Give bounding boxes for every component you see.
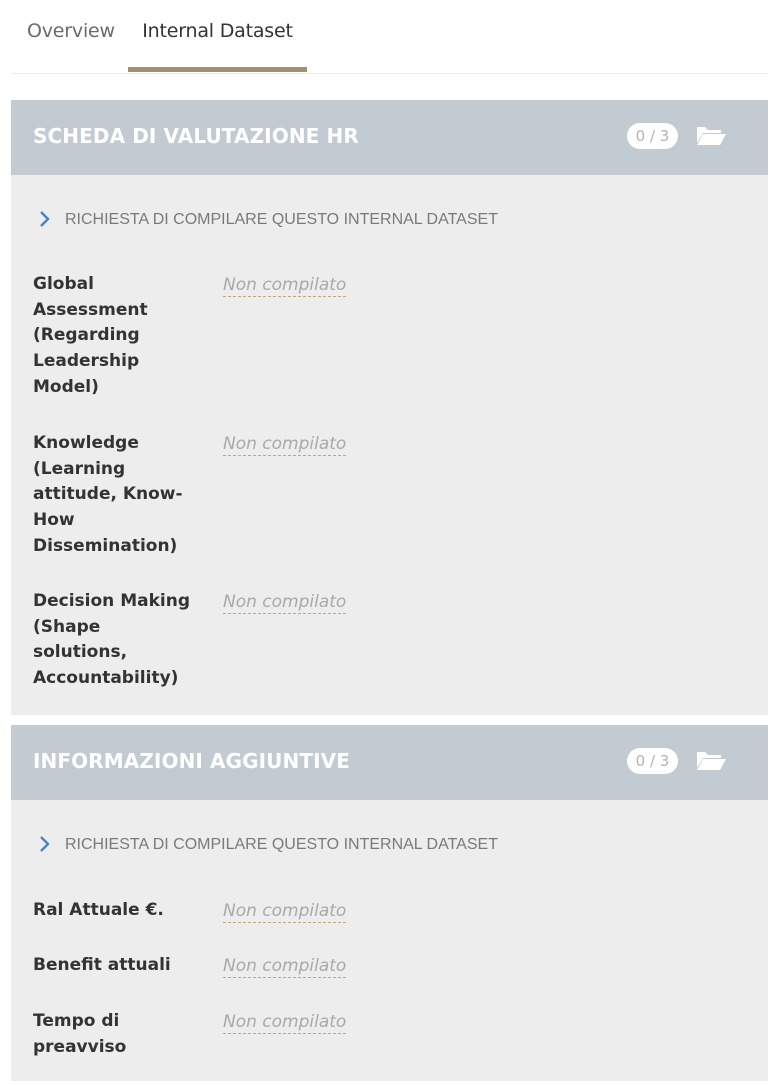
panel-header — [11, 725, 768, 800]
field-label-global-assessment: Global Assessment (Regarding Leadership Model) — [33, 274, 148, 397]
panel-title: INFORMAZIONI AGGIUNTIVE — [33, 749, 350, 773]
request-link-label: RICHIESTA DI COMPILARE QUESTO INTERNAL DATASET — [65, 211, 498, 228]
folder-open-icon[interactable] — [695, 748, 727, 774]
chevron-right-icon — [37, 835, 51, 853]
chevron-right-icon — [37, 210, 51, 228]
field-value-tempo-di-preavviso[interactable]: Non compilato — [223, 1012, 347, 1032]
field-value-benefit-attuali[interactable]: Non compilato — [223, 956, 347, 976]
request-link-label: RICHIESTA DI COMPILARE QUESTO INTERNAL DATASET — [65, 836, 498, 853]
tab-bar — [11, 0, 768, 74]
panel-informazioni-aggiuntive — [11, 725, 768, 1081]
field-label-ral-attuale: Ral Attuale €. — [33, 900, 164, 920]
folder-open-icon[interactable] — [695, 123, 727, 149]
field-label-decision-making: Decision Making (Shape solutions, Accountability) — [33, 591, 190, 689]
field-label-tempo-di-preavviso: Tempo di preavviso — [33, 1011, 127, 1057]
field-value-global-assessment[interactable]: Non compilato — [223, 275, 347, 295]
tab-overview[interactable]: Overview — [27, 20, 115, 42]
active-tab-indicator — [128, 67, 307, 72]
field-value-knowledge[interactable]: Non compilato — [223, 434, 347, 454]
completion-counter-badge: 0 / 3 — [627, 748, 678, 774]
field-label-benefit-attuali: Benefit attuali — [33, 955, 171, 975]
tab-internal-dataset[interactable]: Internal Dataset — [142, 20, 293, 42]
field-value-ral-attuale[interactable]: Non compilato — [223, 901, 347, 921]
panel-scheda-valutazione-hr — [11, 100, 768, 715]
panel-title: SCHEDA DI VALUTAZIONE HR — [33, 124, 359, 148]
field-label-knowledge: Knowledge (Learning attitude, Know-How Dissemination) — [33, 433, 183, 556]
panel-header — [11, 100, 768, 175]
field-value-decision-making[interactable]: Non compilato — [223, 592, 347, 612]
completion-counter-badge: 0 / 3 — [627, 123, 678, 149]
